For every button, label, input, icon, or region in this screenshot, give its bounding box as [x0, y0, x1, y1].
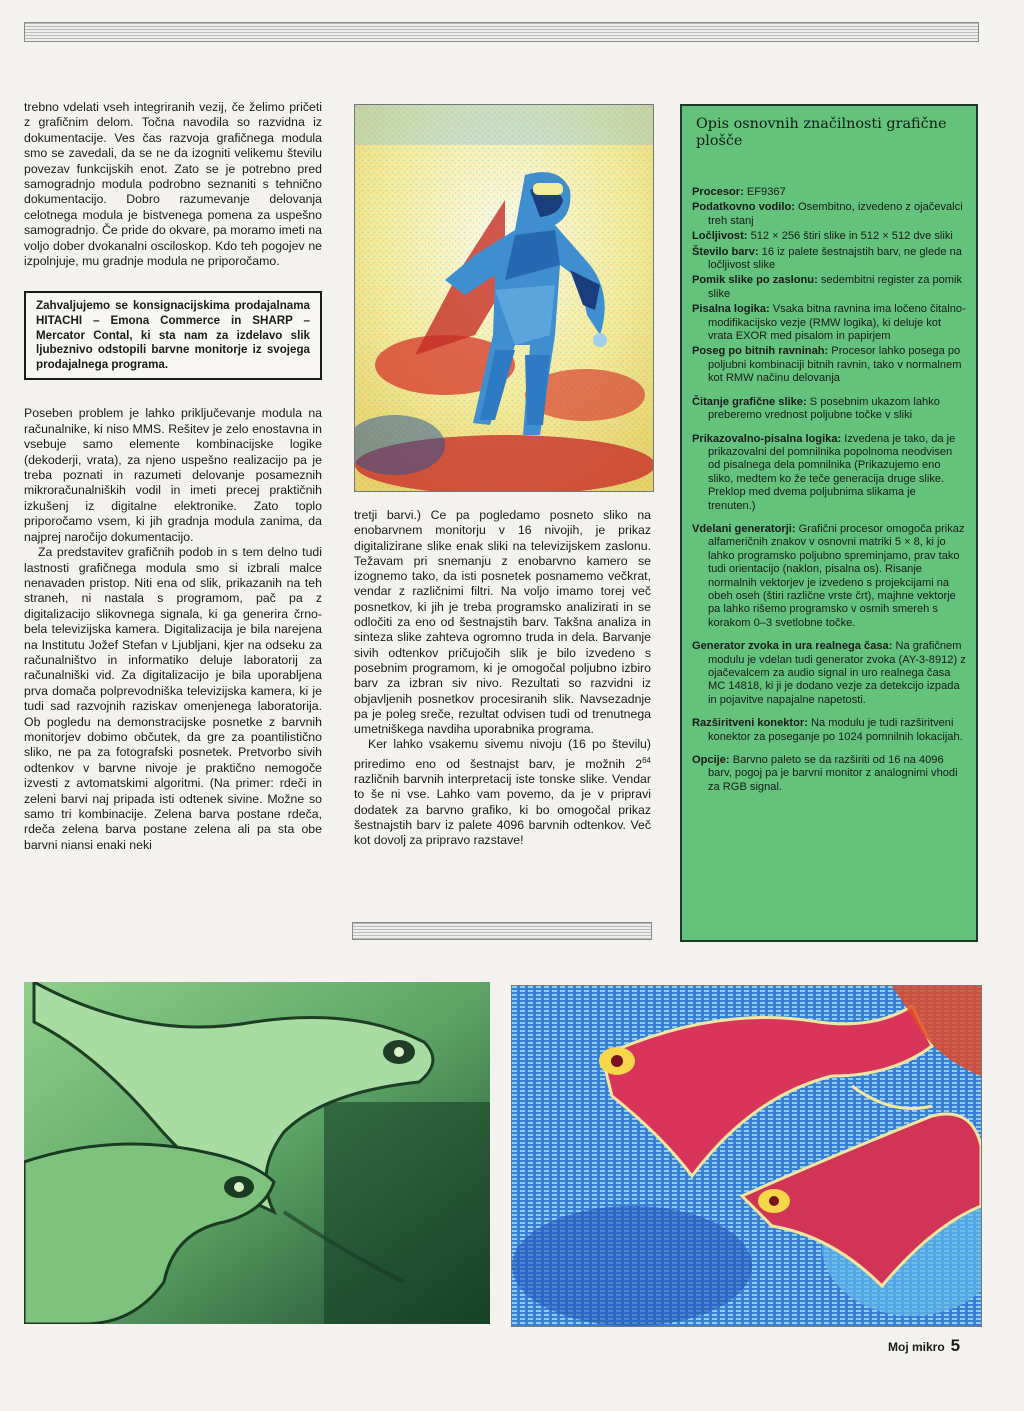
spec-term: Ločljivost: [692, 230, 748, 243]
spec-text: Procesor lahko posega po poljubni kombinaciji bitnih ravnin, tako v normalnem kot RMW načinu delovanja [708, 345, 962, 385]
spec-term: Razširitveni konektor: [692, 717, 808, 730]
page-footer [888, 1336, 960, 1356]
spec-term: Opcije: [692, 754, 730, 767]
spec-item [692, 717, 966, 744]
spec-term: Procesor: [692, 186, 744, 198]
spec-text: Barvno paleto se da razširiti od 16 na 4096 barv, pogoj pa je barvni monitor z analognimi vhodi za RGB signal. [708, 754, 958, 793]
magazine-name: Moj mikro [888, 1340, 945, 1354]
spec-text: Na modulu je tudi razširitveni konektor za poseganje po 1024 pomnilnih lokacijah. [708, 717, 963, 743]
middle-paragraph-2 [354, 737, 651, 848]
spec-text: sedembitni register za pomik slike [708, 274, 963, 300]
spec-item [692, 396, 966, 423]
page-number: 5 [950, 1336, 961, 1355]
spec-text: Vsaka bitna ravnina ima ločeno čitalno-modifikacijsko vezje (RMW logika), ki deluje kot vrata EXOR med pisalom in papirjem [708, 303, 966, 343]
spec-item [692, 201, 966, 228]
spec-list [692, 186, 966, 794]
spec-item [692, 230, 966, 243]
spec-item [692, 433, 966, 513]
spec-text: EF9367 [743, 186, 786, 198]
middle-paragraph-2-text-b: različnih barvnih interpretacij iste tonske slike. Vendar to še ni vse. Lahko vam povemo, da je v pripravi dodatek za barvno grafiko, ki bo omogočal prikaz šestnajstih barv iz palete 4096 barvnih odtenkov. Več kot dovolj za pripravo razstave! [354, 772, 651, 848]
spec-text: S posebnim ukazom lahko preberemo vrednost poljubne točke v sliki [708, 395, 940, 422]
spec-term: Generator zvoka in ura realnega časa: [692, 640, 893, 653]
middle-paragraph-2-text-a: Ker lahko vsakemu sivemu nivoju (16 po številu) priredimo eno od šestnajst barv, je možnih 2 [354, 737, 651, 771]
left-paragraph-2: Poseben problem je lahko priključevanje modula na računalnike, ki niso MMS. Rešitev je zelo enostavna in vsebuje samo elemente kombinacijske logike (dekoderji, vrata), za njeno uspešno realizacijo pa je treba poznati in razumeti delovanje posameznih mikroračunalniških vodil in imeti precej praktičnih izkušenj iz digitalne elektronike. Zato toplo priporočamo vsem, ki jih gradnja modula zanima, da najprej naročijo dokumentacijo. [24, 406, 322, 544]
middle-paragraph-1: tretji barvi.) Ce pa pogledamo posneto sliko na enobarvnem monitorju v 16 nivojih, je prikaz digitalizirane slike enak sliki na televizijskem zaslonu. Težavam pri snemanju z enobarvno kamero se izognemo tako, da isti posnetek posnamemo večkrat, vendar z različnimi filtri. Na voljo imamo torej več posnetkov, ki jih je treba programsko analizirati in se odločiti za eno od šestnajstih barv. Takšna analiza in sinteza slike zahteva ogromno truda in dela. Barvanje sivih odtenkov pričujočih slik je bilo izvedeno s posebnim programom, ki je omogočal poljubno izbiro barv za izbran siv nivo. Rezultati so razvidni iz objavljenih posnetkov procesiranih slik. Navsezadnje pa je poleg sreče, rezultat odvisen tudi od trenutnega umetniškega navdiha uporabnika programa. [354, 508, 651, 737]
spec-text: 16 iz palete šestnajstih barv, ne glede na ločljivost slike [708, 245, 962, 272]
spec-text: Osembitno, izvedeno z ojačevalci treh stanj [708, 201, 963, 227]
spec-text: 512 × 256 štiri slike in 512 × 512 dve sliki [747, 230, 953, 243]
spec-item [692, 640, 966, 707]
left-paragraph-1: trebno vdelati vseh integriranih vezij, če želimo pričeti z grafičnim delom. Točna navodila so razvidna iz dokumentacije. Ves čas razvoja grafičnega modula smo se zavedali, da se ne da izogniti velikemu številu povezav funkcijskih enot. Zato se je potrebno pred samogradnjo modula podrobno seznaniti s tehnično dokumentacijo. Dobro razumevanje delovanja celotnega modula je bistvenega pomena za uspešno samogradnjo. Če pride do okvare, pa moramo imeti na voljo dober dvokanalni osciloskop. Kdo teh pogojev ne izpolnjuje, mu gradnje modula ne priporočamo. [24, 100, 322, 269]
spec-term: Čitanje grafične slike: [692, 395, 807, 408]
spec-term: Vdelani generatorji: [692, 522, 796, 535]
spec-text: Na grafičnem modulu je vdelan tudi generator zvoka (AY-3-8912) z ojačevalcem za audio signal in uro realnega časa MC 14818, ki ji je dodano vezje za detekcijo izpada in pojavitve napajalne napetosti. [708, 640, 966, 706]
spec-term: Pomik slike po zaslonu: [692, 274, 818, 287]
exponent-superscript: 64 [642, 755, 651, 765]
spec-item [692, 523, 966, 630]
fish-photo-color [511, 985, 982, 1327]
spec-term: Poseg po bitnih ravninah: [692, 345, 829, 358]
left-paragraph-3: Za predstavitev grafičnih podob in s tem delno tudi lastnosti grafičnega modula smo si izbrali malce nenavaden pristop. Niti ena od slik, prikazanih na teh straneh, ni nastala s programom, pač pa z digitalizacijo slikovnega signala, ki ga generira črno-bela televizijska kamera. Digitalizacija je bila narejena na Institutu Jožef Stefan v Ljubljani, kjer na odseku za računalništvo in informatiko deluje laboratorij za računalniški vid. Za digitalizacijo je bila uporabljena prva domača polprevodniška televizijska kamera, ki je tudi sad razvojnih raziskav omenjenega laboratorija. Ob pogledu na demonstracijske posnetke z barvnih monitorjev dobimo občutek, da gre za poantilistično sliko, ne pa za fotografski posnetek. Pretvorbo sivih odtenkov v barvne nivoje je praktično nemogoče izvesti z avtomatskimi algoritmi. (Na primer: rdeči in zeleni barvi naj pripada isti odtenek sivine. Možne so samo tri kombinacije. Zelena barva postane rdeča, rdeča zelena barva postane zelena ali pa sta obe barvni niansi enaki neki [24, 545, 322, 852]
spec-term: Podatkovno vodilo: [692, 201, 795, 214]
spec-item [692, 754, 966, 794]
spec-item [692, 303, 966, 343]
left-column [24, 100, 322, 853]
spec-term: Prikazovalno-pisalna logika: [692, 432, 842, 445]
spec-item [692, 246, 966, 273]
acknowledgement-box: Zahvaljujemo se konsignacijskima prodajalnama HITACHI – Emona Commerce in SHARP – Mercator Contal, ki sta nam za izdelavo slik ljubeznivo odstopili barvne monitorje iz svojega prodajalnega programa. [24, 291, 322, 380]
spec-item [692, 345, 966, 385]
middle-decorative-rule [352, 922, 652, 940]
spec-term: Število barv: [692, 245, 759, 258]
middle-column [354, 508, 651, 849]
spec-term: Pisalna logika: [692, 303, 770, 316]
top-decorative-rule [24, 22, 979, 42]
spec-box-title: Opis osnovnih značilnosti grafične plošče [696, 116, 947, 149]
diver-photo [354, 104, 654, 492]
spec-box [680, 104, 978, 942]
spec-text: Grafični procesor omogoča prikaz alfameričnih znakov v osnovni matriki 5 × 8, ki jo lahko programsko poljubno spreminjamo, prav tako tudi orientacijo (naklon, pisalna os). Risanje normalnih vektorjev je izvedeno s projekcijami na obeh oseh (štiri različne vrste črt), majhne vektorje pa lahko rišemo programsko v osmih smereh s korakom 0–3 svetlobne točke. [708, 522, 965, 629]
spec-text: Izvedena je tako, da je prikazovalni del pomnilnika popolnoma neodvisen od pisalnega dela pomnilnika (Prikazujemo eno sliko, medtem ko že teče generacija druge slike. Preklop med dvema poljubnima slikama je trenuten.) [708, 432, 956, 512]
spec-item [692, 186, 966, 199]
spec-item [692, 274, 966, 301]
fish-photo-green [24, 982, 490, 1324]
